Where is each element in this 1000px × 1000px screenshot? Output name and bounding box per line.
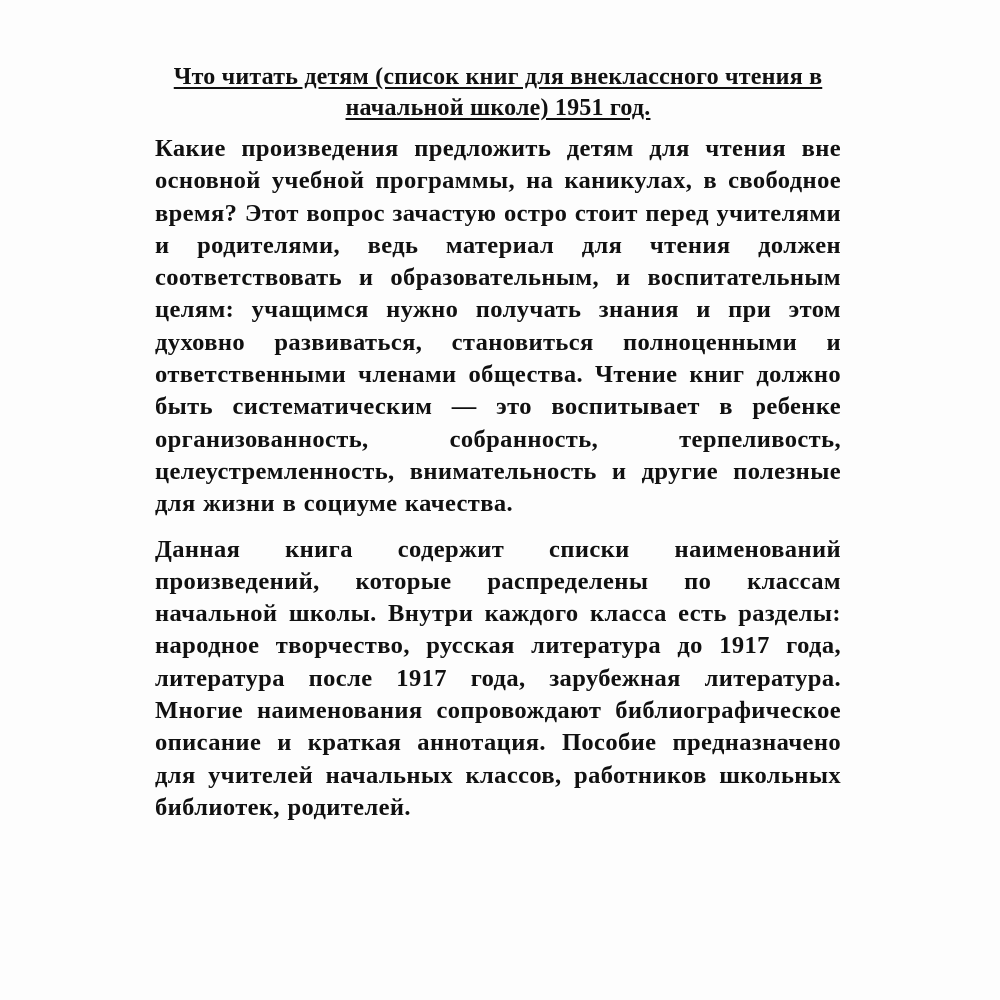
paragraph-intro: Какие произведения предложить детям для чтения вне основной учебной программы, на каникулах, в свободное время? Этот вопрос зачастую остро стоит перед учителями и родителями, ведь материал для чтения должен соответствовать и образовательным, и воспитательным целям: учащимся нужно получать знания и при этом духовно развиваться, становиться полноценными и ответственными членами общества. Чтение книг должно быть систематическим — это воспитывает в ребенке организованность, собранность, терпеливость, целеустремленность, внимательность и другие полезные для жизни в социуме качества. bbox=[155, 135, 841, 518]
paragraph-book-description: Данная книга содержит списки наименований произведений, которые распределены по классам начальной школы. Внутри каждого класса есть разделы: народное творчество, русская литература до 1917 года, литература после 1917 года, зарубежная литература. Многие наименования сопровождают библиографическое описание и краткая аннотация. Пособие предназначено для учителей начальных классов, работников школьных библиотек, родителей. bbox=[155, 535, 841, 821]
document-title: Что читать детям (список книг для внеклассного чтения в начальной школе) 1951 год. bbox=[173, 64, 823, 121]
document-content bbox=[155, 62, 841, 824]
